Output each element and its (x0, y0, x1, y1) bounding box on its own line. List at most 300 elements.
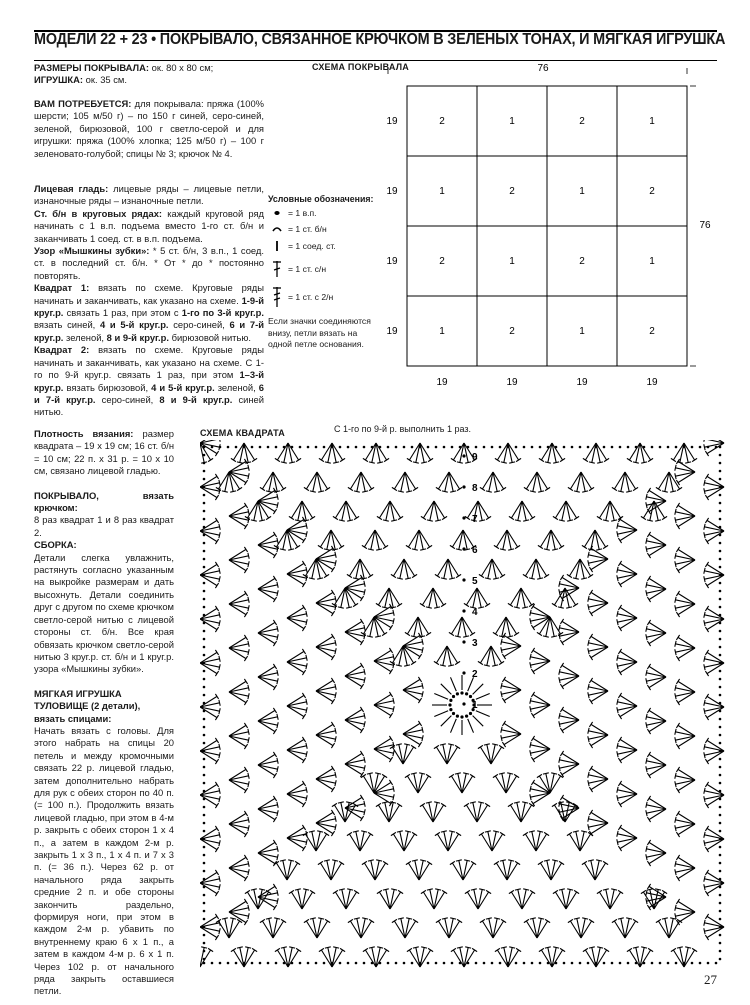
materials-label: ВАМ ПОТРЕБУЕТСЯ: (34, 98, 132, 109)
stitch-fan (316, 766, 336, 792)
border-dot (719, 758, 722, 761)
stitch-fan (229, 503, 249, 529)
stitch-fan (258, 752, 278, 778)
stitch-fan (704, 606, 724, 632)
stitch-fan (509, 501, 535, 521)
grid-cell: 1 (439, 326, 445, 337)
square2-text (34, 344, 264, 418)
round-dot (462, 454, 465, 457)
border-dot (611, 446, 614, 449)
row-dim: 19 (386, 256, 398, 267)
border-dot (595, 446, 598, 449)
border-dot (719, 582, 722, 585)
round-dot (462, 578, 465, 581)
square-schema-note: С 1-го по 9-й р. выполнить 1 раз. (334, 424, 472, 434)
border-dot (203, 926, 206, 929)
border-dot (203, 574, 206, 577)
stitch-fan (374, 692, 394, 718)
stitch-fan (612, 918, 638, 938)
stitch-fan (392, 472, 418, 492)
border-dot (719, 814, 722, 817)
center-stitch (434, 694, 448, 700)
border-dot (235, 962, 238, 965)
stitch-fan (436, 472, 462, 492)
t: вязать бирюзовой, (63, 381, 152, 393)
border-dot (651, 446, 654, 449)
square1-text (34, 282, 264, 344)
round-dot (462, 547, 465, 550)
border-dot (203, 766, 206, 769)
stitch-fan (362, 530, 388, 550)
border-dot (323, 446, 326, 449)
stitch-fan (509, 889, 535, 909)
chain-dot (456, 692, 459, 695)
border-dot (719, 638, 722, 641)
stitch-fan (363, 947, 389, 967)
border-dot (719, 958, 722, 961)
stitch-fan (289, 889, 315, 909)
technique-item (34, 183, 264, 208)
stitch-fan (582, 530, 608, 550)
border-dot (719, 846, 722, 849)
t: вязать по схеме. Круговые ряды начинать и заканчивать, как указано на схеме. (34, 282, 264, 306)
chain-dot (448, 703, 451, 706)
border-dot (235, 446, 238, 449)
border-dot (659, 962, 662, 965)
stitch-fan (376, 588, 402, 608)
stitch-fan (646, 796, 666, 822)
round-label: 3 (472, 638, 478, 649)
stitch-fan (704, 782, 724, 808)
border-dot (203, 894, 206, 897)
stitch-fan (200, 606, 220, 632)
border-dot (291, 962, 294, 965)
round-label: 8 (472, 483, 478, 494)
sizes-block (34, 62, 264, 87)
t: синей нитью. (34, 393, 264, 418)
border-dot (719, 510, 722, 513)
border-dot (719, 734, 722, 737)
stitch-fan (582, 860, 608, 880)
stitch-fan (675, 459, 695, 485)
border-dot (331, 446, 334, 449)
page-number: 27 (704, 972, 717, 987)
stitch-fan (376, 802, 402, 822)
border-dot (203, 454, 206, 457)
border-dot (203, 622, 206, 625)
stitch-fan (539, 443, 565, 463)
t: вязать синей, (34, 319, 100, 331)
border-dot (719, 662, 722, 665)
border-dot (719, 798, 722, 801)
border-dot (643, 962, 646, 965)
chain-dot (460, 715, 463, 718)
border-dot (571, 962, 574, 965)
border-dot (203, 646, 206, 649)
t: зеленой, (63, 331, 107, 343)
border-dot (719, 606, 722, 609)
border-dot (203, 510, 206, 513)
stitch-fan (200, 694, 220, 720)
stitch-fan (617, 737, 637, 763)
stitch-fan (704, 694, 724, 720)
technique-label: Ст. б/н в круговых рядах: (34, 207, 163, 219)
stitch-fan (229, 547, 249, 573)
border-dot (251, 962, 254, 965)
legend-item (272, 224, 376, 234)
stitch-fan (675, 547, 695, 573)
border-dot (227, 446, 230, 449)
stitch-fan (704, 440, 724, 456)
materials-text: для покрывала: пряжа (100% шерсти; 105 м/50 г) – по 150 г синей, серо-синей, зеленой, бирюзовой, 100 г светло-серой и для игрушки: пряжа (100% хлопка; 125 м/50 г) – 100 г зеленовато-голубой; спицы № 3; крючок № 4. (34, 98, 264, 159)
row-dim: 19 (386, 186, 398, 197)
grid-cell: 2 (439, 256, 445, 267)
grid-cell: 1 (439, 186, 445, 197)
border-dot (203, 782, 206, 785)
stitch-fan (449, 617, 475, 637)
border-dot (719, 574, 722, 577)
blanket-schema (380, 60, 720, 395)
stitch-fan (538, 860, 564, 880)
stitch-fan (559, 751, 579, 777)
border-dot (719, 942, 722, 945)
stitch-fan (435, 831, 461, 851)
chain-dot (469, 695, 472, 698)
chain-dot (465, 715, 468, 718)
border-dot (719, 566, 722, 569)
chain-icon (272, 209, 284, 217)
border-dot (719, 806, 722, 809)
border-dot (707, 446, 710, 449)
border-dot (507, 962, 510, 965)
grid-cell: 1 (649, 256, 655, 267)
stitch-fan (229, 723, 249, 749)
border-dot (219, 962, 222, 965)
stitch-fan (568, 472, 594, 492)
border-dot (355, 446, 358, 449)
border-dot (467, 446, 470, 449)
stitch-fan (348, 472, 374, 492)
border-dot (719, 870, 722, 873)
technique-text: каждый круговой ряд начинать с 1 в.п. подъема вместо 1-го ст. б/н и заканчивать 1 соед. ст. в в.п. подъема. (34, 207, 264, 244)
stitch-fan (316, 634, 336, 660)
border-dot (203, 830, 206, 833)
stitch-fan (617, 605, 637, 631)
border-dot (587, 962, 590, 965)
border-dot (491, 962, 494, 965)
grid-cell: 2 (579, 116, 585, 127)
border-dot (719, 702, 722, 705)
stitch-fan (377, 889, 403, 909)
center-stitch (451, 719, 457, 733)
border-dot (203, 494, 206, 497)
stitch-fan (538, 530, 564, 550)
border-dot (211, 446, 214, 449)
blanket-text: 8 раз квадрат 1 и 8 раз квадрат 2. (34, 514, 174, 538)
stitch-fan (465, 501, 491, 521)
border-dot (467, 962, 470, 965)
border-dot (203, 550, 206, 553)
round-label: 2 (472, 669, 478, 680)
t: зеленой, (214, 381, 259, 393)
border-dot (387, 446, 390, 449)
stitch-fan (675, 635, 695, 661)
stitch-fan (530, 736, 550, 762)
border-dot (203, 838, 206, 841)
border-dot (203, 814, 206, 817)
stitch-fan (451, 947, 477, 967)
toy-size-label: ИГРУШКА: (34, 74, 84, 86)
border-dot (203, 502, 206, 505)
border-dot (719, 502, 722, 505)
border-dot (675, 962, 678, 965)
border-dot (203, 486, 206, 489)
b: 4 и 5-й круг.р. (99, 319, 169, 331)
stitch-fan (553, 889, 579, 909)
border-dot (419, 962, 422, 965)
border-dot (719, 630, 722, 633)
stitch-fan (229, 635, 249, 661)
border-dot (411, 446, 414, 449)
stitch-fan (464, 588, 490, 608)
chain-dot (449, 699, 452, 702)
border-dot (259, 446, 262, 449)
border-dot (315, 446, 318, 449)
center-stitch (441, 716, 452, 727)
stitch-fan (523, 831, 549, 851)
border-dot (707, 962, 710, 965)
stitch-fan (403, 677, 423, 703)
border-dot (719, 614, 722, 617)
stitch-fan (588, 634, 608, 660)
center-stitch (473, 684, 484, 695)
stitch-fan (275, 947, 301, 967)
blanket-schema-title: СХЕМА ПОКРЫВАЛА (312, 62, 409, 72)
grid-cell: 2 (649, 326, 655, 337)
single-crochet-icon (272, 225, 284, 233)
grid-cell: 1 (579, 326, 585, 337)
border-dot (203, 446, 206, 449)
stitch-fan (567, 559, 593, 579)
border-dot (719, 862, 722, 865)
density-text: размер квадрата – 19 х 19 см; 16 ст. б/н = 10 см; 22 п. х 31 р. = 10 х 10 см, связано лицевой гладью. (34, 428, 174, 477)
border-dot (203, 694, 206, 697)
slip-stitch-icon (272, 240, 284, 252)
border-dot (347, 962, 350, 965)
border-dot (203, 534, 206, 537)
border-dot (203, 806, 206, 809)
stitch-fan (597, 501, 623, 521)
border-dot (363, 962, 366, 965)
border-dot (719, 918, 722, 921)
stitch-fan (363, 443, 389, 463)
border-dot (515, 446, 518, 449)
border-dot (219, 446, 222, 449)
border-dot (227, 962, 230, 965)
border-dot (339, 446, 342, 449)
stitch-fan (304, 918, 330, 938)
legend-label: = 1 соед. ст. (288, 241, 336, 251)
stitch-fan (287, 561, 307, 587)
border-dot (719, 590, 722, 593)
border-dot (719, 910, 722, 913)
chain-dot (460, 691, 463, 694)
grid-cell: 2 (649, 186, 655, 197)
border-dot (547, 962, 550, 965)
b: 6 и 7-й круг.р. (34, 381, 264, 405)
stitch-fan (304, 472, 330, 492)
round-label: 7 (472, 514, 478, 525)
border-dot (435, 962, 438, 965)
stitch-fan (318, 860, 344, 880)
stitch-fan (493, 617, 519, 637)
stitch-fan (287, 781, 307, 807)
stitch-fan (347, 559, 373, 579)
toy-size-value: ок. 35 см. (83, 74, 127, 86)
stitch-fan (229, 855, 249, 881)
border-dot (719, 526, 722, 529)
border-dot (203, 558, 206, 561)
techniques-block (34, 183, 264, 419)
border-dot (203, 638, 206, 641)
stitch-fan (501, 677, 521, 703)
border-dot (719, 558, 722, 561)
stitch-fan (675, 591, 695, 617)
grid-cell: 2 (509, 326, 515, 337)
stitch-fan (287, 737, 307, 763)
stitch-fan (568, 918, 594, 938)
stitch-fan (617, 825, 637, 851)
stitch-fan (480, 918, 506, 938)
technique-text: лицевые ряды – лицевые петли, изнаночные ряды – изнаночные петли. (34, 183, 264, 207)
t: вязать по схеме. Круговые ряды начинать и заканчивать, как указано на схеме. С 1-го по 9-й круг.р. связать 1 раз, при этом (34, 344, 264, 381)
border-dot (515, 962, 518, 965)
stitch-fan (478, 646, 504, 666)
stitch-fan (318, 530, 344, 550)
stitch-fan (656, 918, 682, 938)
stitch-fan (421, 889, 447, 909)
stitch-fan (374, 736, 394, 762)
stitch-fan (434, 744, 460, 764)
border-dot (719, 598, 722, 601)
stitch-fan (588, 810, 608, 836)
stitch-fan (675, 811, 695, 837)
row-dim: 19 (386, 116, 398, 127)
stitch-fan (494, 530, 520, 550)
double-crochet-icon (272, 260, 284, 278)
technique-label: Лицевая гладь: (34, 183, 109, 194)
stitch-fan (597, 889, 623, 909)
border-dot (403, 962, 406, 965)
border-dot (579, 962, 582, 965)
chain-dot (465, 692, 468, 695)
border-dot (203, 846, 206, 849)
border-dot (395, 962, 398, 965)
border-dot (203, 870, 206, 873)
round-dot (462, 485, 465, 488)
stitch-fan (530, 604, 550, 630)
toy-heading: МЯГКАЯ ИГРУШКА (34, 687, 122, 699)
stitch-fan (289, 501, 315, 521)
legend-item (272, 240, 376, 252)
stitch-fan (675, 855, 695, 881)
border-dot (719, 622, 722, 625)
border-dot (651, 962, 654, 965)
border-dot (627, 962, 630, 965)
stitch-fan (316, 810, 336, 836)
border-dot (203, 662, 206, 665)
border-dot (451, 962, 454, 965)
border-dot (203, 854, 206, 857)
stitch-fan (479, 559, 505, 579)
border-dot (719, 774, 722, 777)
border-dot (719, 518, 722, 521)
border-dot (539, 446, 542, 449)
stitch-fan (588, 722, 608, 748)
border-dot (203, 878, 206, 881)
border-dot (719, 478, 722, 481)
materials-block (34, 98, 264, 160)
border-dot (339, 962, 342, 965)
stitch-fan (588, 678, 608, 704)
stitch-fan (287, 605, 307, 631)
side-dim: 76 (699, 220, 711, 231)
stitch-fan (406, 860, 432, 880)
border-dot (719, 742, 722, 745)
border-dot (627, 446, 630, 449)
border-dot (667, 962, 670, 965)
border-dot (203, 702, 206, 705)
stitch-fan (229, 767, 249, 793)
stitch-fan (617, 517, 637, 543)
stitch-fan (348, 918, 374, 938)
border-dot (719, 710, 722, 713)
border-dot (299, 962, 302, 965)
stitch-fan (479, 831, 505, 851)
stitch-fan (559, 707, 579, 733)
legend-title: Условные обозначения: (268, 194, 374, 204)
border-dot (203, 902, 206, 905)
stitch-fan (588, 766, 608, 792)
stitch-fan (588, 590, 608, 616)
border-dot (719, 830, 722, 833)
stitch-fan (617, 649, 637, 675)
round-dot (462, 609, 465, 612)
border-dot (719, 534, 722, 537)
stitch-fan (392, 918, 418, 938)
border-dot (459, 446, 462, 449)
border-dot (411, 962, 414, 965)
border-dot (203, 470, 206, 473)
round-label: 5 (472, 576, 478, 587)
stitch-fan (287, 825, 307, 851)
blanket-size-value: ок. 80 х 80 см; (149, 62, 214, 73)
stitch-fan (646, 708, 666, 734)
border-dot (683, 446, 686, 449)
border-dot (443, 962, 446, 965)
border-dot (547, 446, 550, 449)
stitch-fan (508, 588, 534, 608)
border-dot (203, 934, 206, 937)
stitch-fan (480, 472, 506, 492)
border-dot (355, 962, 358, 965)
border-dot (203, 750, 206, 753)
border-dot (719, 718, 722, 721)
grid-cell: 1 (579, 186, 585, 197)
stitch-fan (345, 751, 365, 777)
stitch-fan (530, 692, 550, 718)
toy-text: Начать вязать с головы. Для этого набрать на спицы 20 петель и между кромочными связать 22 р. лицевой гладью, затем дополнительно набрать для рук с обеих сторон по 40 п. (= 100 п.). Продолжить вязать лицевой гладью, при этом в 4-м р. закрыть с обеих сторон 1 х 4 п., а затем в каждом 2-м р. закрыть 1 х 3 п., 1 х 4 п. и 7 х 3 п. (= 36 п.). Через 62 р. от начального ряда закрыть средние 2 п. и обе стороны закончить раздельно, формируя ноги, при этом в каждом 2-м р. убавить по внутреннему краю 6 х 1 п., а затем в каждом 4-м р. 6 х 1 п. Через 102 р. от начального ряда закрыть оставшиеся петли. (34, 724, 174, 997)
